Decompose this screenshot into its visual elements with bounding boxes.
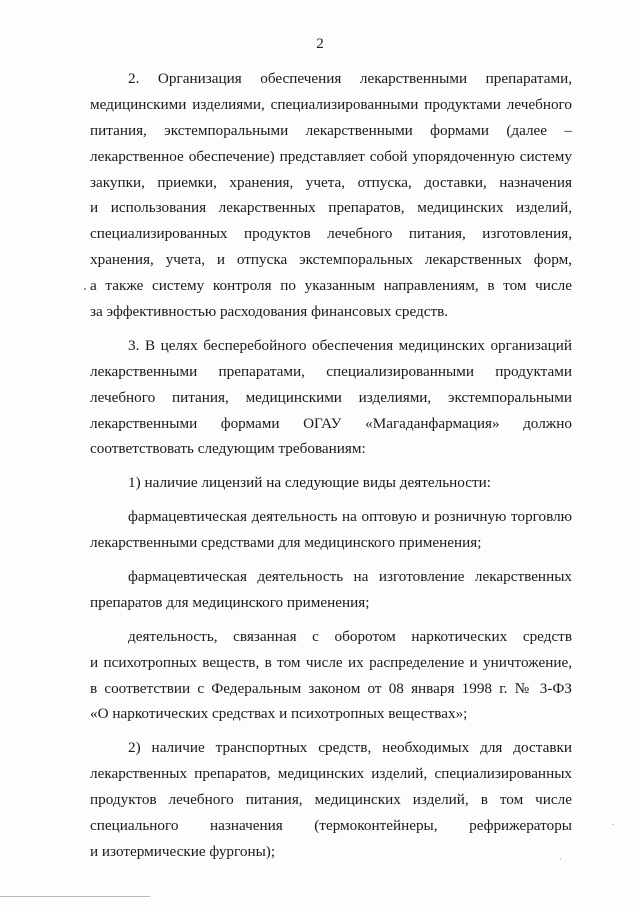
scan-edge-line bbox=[0, 896, 150, 897]
text-line: 2) наличие транспортных средств, необходимых для доставки bbox=[128, 739, 572, 757]
list-item-licenses bbox=[90, 470, 572, 496]
text-line: фармацевтическая деятельность на оптовую и розничную торговлю bbox=[128, 508, 572, 526]
list-item-transport bbox=[90, 735, 572, 864]
text-line: лекарственными средствами для медицинского применения; bbox=[90, 534, 482, 552]
text-line: фармацевтическая деятельность на изготовление лекарственных bbox=[128, 568, 572, 586]
text-line: 1) наличие лицензий на следующие виды деятельности: bbox=[128, 474, 491, 492]
text-line: и психотропных веществ, в том числе их распределение и уничтожение, bbox=[90, 653, 572, 671]
text-line: лекарственных препаратов, медицинских изделий, специализированных bbox=[90, 765, 572, 783]
paragraph-3 bbox=[90, 333, 572, 462]
scan-speck bbox=[612, 824, 614, 825]
document-body bbox=[90, 66, 572, 865]
text-line: закупки, приемки, хранения, учета, отпуска, доставки, назначения bbox=[90, 173, 572, 191]
text-line: питания, экстемпоральными лекарственными формами (далее – bbox=[90, 121, 572, 139]
license-wholesale-retail bbox=[90, 504, 572, 556]
text-line: специализированных продуктов лечебного питания, изготовления, bbox=[90, 225, 572, 243]
text-line: «О наркотических средствах и психотропных веществах»; bbox=[90, 705, 468, 723]
text-line: соответствовать следующим требованиям: bbox=[90, 440, 366, 458]
text-line: а также систему контроля по указанным направлениям, в том числе bbox=[90, 277, 572, 295]
text-line: препаратов для медицинского применения; bbox=[90, 593, 370, 611]
text-line: медицинскими изделиями, специализированными продуктами лечебного bbox=[90, 95, 572, 113]
text-line: лекарственными формами ОГАУ «Магаданфармация» должно bbox=[90, 414, 572, 432]
text-line: за эффективностью расходования финансовых средств. bbox=[90, 303, 449, 321]
paragraph-2 bbox=[90, 66, 572, 325]
text-line: продуктов лечебного питания, медицинских изделий, в том числе bbox=[90, 791, 572, 809]
text-line: деятельность, связанная с оборотом наркотических средств bbox=[128, 627, 572, 645]
page-number: 2 bbox=[316, 36, 324, 52]
text-line: 3. В целях бесперебойного обеспечения медицинских организаций bbox=[128, 336, 572, 354]
text-line: лекарственными препаратами, специализированными продуктами bbox=[90, 362, 572, 380]
scan-speck bbox=[560, 858, 561, 860]
text-line: специального назначения (термоконтейнеры, рефрижераторы bbox=[90, 817, 572, 835]
text-line: и изотермические фургоны); bbox=[90, 842, 276, 860]
license-manufacturing bbox=[90, 564, 572, 616]
text-line: и использования лекарственных препаратов, медицинских изделий, bbox=[90, 199, 572, 217]
text-line: 2. Организация обеспечения лекарственными препаратами, bbox=[128, 70, 572, 87]
text-line: хранения, учета, и отпуска экстемпоральных лекарственных форм, bbox=[90, 251, 572, 269]
text-line: лечебного питания, медицинскими изделиями, экстемпоральными bbox=[90, 388, 572, 406]
license-narcotics bbox=[90, 624, 572, 728]
text-line: в соответствии с Федеральным законом от 08 января 1998 г. № 3-ФЗ bbox=[90, 679, 572, 697]
scan-speck bbox=[84, 288, 86, 290]
text-line: лекарственное обеспечение) представляет собой упорядоченную систему bbox=[90, 147, 572, 165]
